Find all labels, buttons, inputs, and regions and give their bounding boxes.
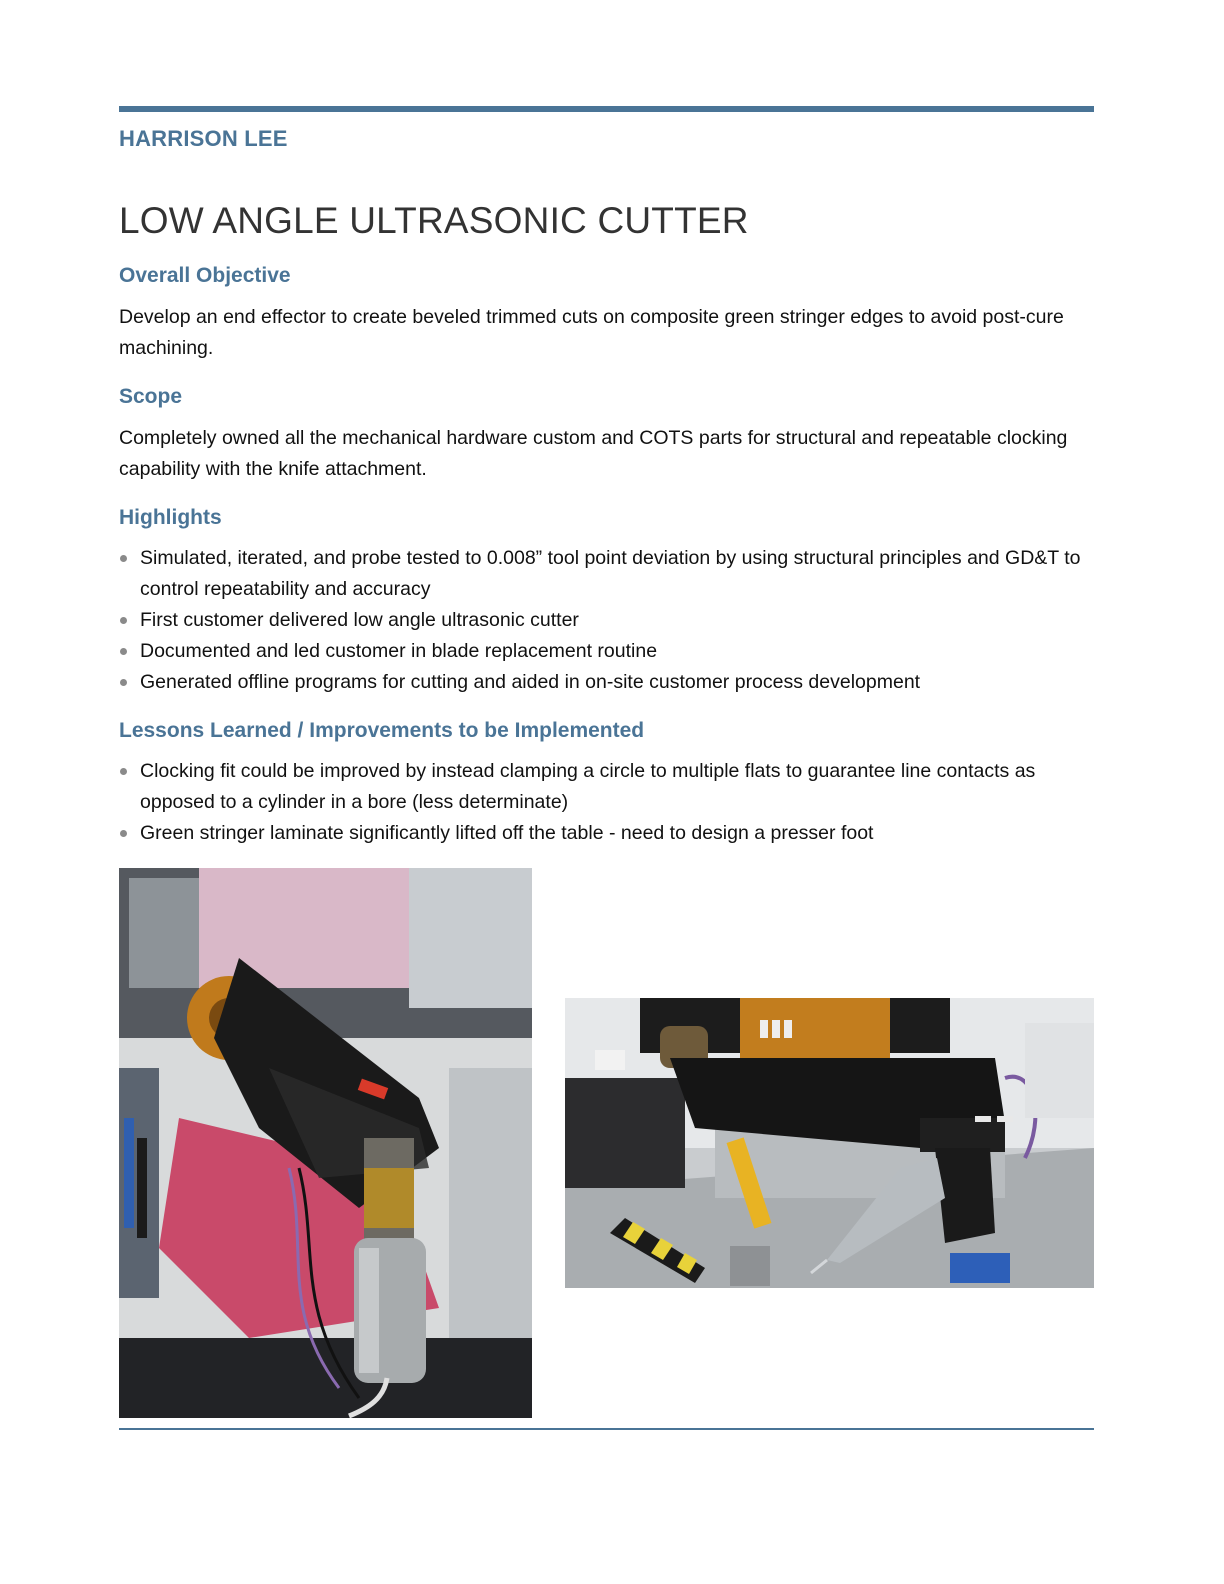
bullet-icon: [120, 679, 127, 686]
highlights-list: [119, 543, 1094, 698]
cutter-installed-illustration: [565, 998, 1094, 1288]
list-item: [119, 818, 1094, 849]
objective-text: Develop an end effector to create beveled trimmed cuts on composite green stringer edges to avoid post-cure machining.: [119, 306, 1064, 359]
highlight-text: Documented and led customer in blade replacement routine: [140, 640, 658, 662]
list-item: [119, 636, 1094, 667]
highlight-text: Simulated, iterated, and probe tested to 0.008” tool point deviation by using structural principles and GD&T to control repeatability and accuracy: [140, 547, 1081, 600]
highlight-text: First customer delivered low angle ultrasonic cutter: [140, 609, 579, 631]
bottom-divider: [119, 1428, 1094, 1430]
highlight-text: Generated offline programs for cutting and aided in on-site customer process development: [140, 671, 921, 693]
bullet-icon: [120, 555, 127, 562]
list-item: [119, 543, 1094, 605]
resume-page: [119, 0, 1094, 1584]
bullet-icon: [120, 768, 127, 775]
highlights-heading: Highlights: [119, 506, 222, 529]
lesson-text: Clocking fit could be improved by instead clamping a circle to multiple flats to guarantee line contacts as opposed to a cylinder in a bore (less determinate): [140, 760, 1036, 813]
top-divider: [119, 106, 1094, 112]
bullet-icon: [120, 830, 127, 837]
page-title: LOW ANGLE ULTRASONIC CUTTER: [119, 200, 749, 241]
objective-heading: Overall Objective: [119, 264, 291, 287]
cutter-bench-photo: [119, 868, 532, 1418]
list-item: [119, 756, 1094, 818]
scope-text: Completely owned all the mechanical hardware custom and COTS parts for structural and repeatable clocking capability with the knife attachment.: [119, 427, 1068, 480]
author-name: HARRISON LEE: [119, 126, 288, 151]
bullet-icon: [120, 648, 127, 655]
bullet-icon: [120, 617, 127, 624]
scope-heading: Scope: [119, 385, 183, 408]
lessons-list: [119, 756, 1094, 849]
lesson-text: Green stringer laminate significantly lifted off the table - need to design a presser foot: [140, 822, 874, 844]
list-item: [119, 605, 1094, 636]
lessons-heading: Lessons Learned / Improvements to be Implemented: [119, 719, 645, 742]
list-item: [119, 667, 1094, 698]
cutter-bench-illustration: [119, 868, 532, 1418]
cutter-installed-photo: [565, 998, 1094, 1288]
